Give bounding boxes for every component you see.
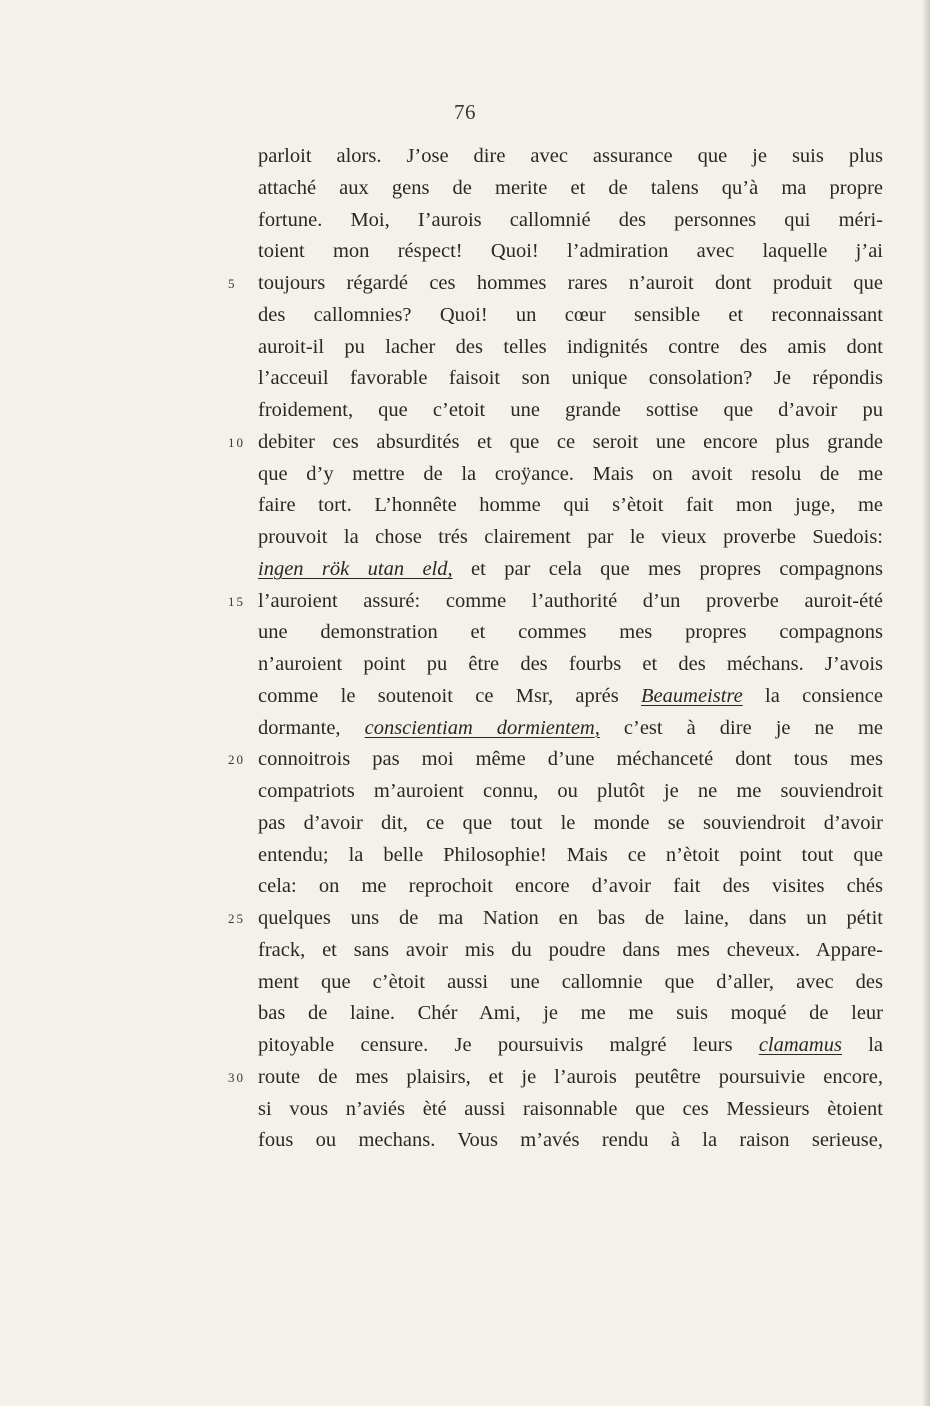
line-number: 25 [228, 911, 245, 926]
text-line [258, 1094, 883, 1126]
line-text: cela: on me reprochoit encore d’avoir fait des visites chés [258, 875, 883, 898]
italic-phrase: Beaumeistre [641, 684, 743, 707]
line-text: c’est à dire je ne me [599, 716, 883, 739]
text-line [228, 1062, 883, 1094]
line-text: faire tort. L’honnête homme qui s’ètoit fait mon juge, me [258, 494, 883, 517]
italic-phrase: ingen rök utan eld, [258, 557, 453, 580]
text-line [228, 744, 883, 776]
line-text: froidement, que c’etoit une grande sottise que d’avoir pu [258, 399, 883, 421]
line-text: et par cela que mes propres compagnons [452, 557, 883, 580]
line-number: 15 [228, 593, 245, 609]
line-text: n’auroient point pu être des fourbs et des méchans. J’avois [258, 653, 883, 675]
line-number: 30 [228, 1069, 245, 1085]
text-line [228, 586, 883, 618]
text-line [258, 363, 883, 395]
line-text: fortune. Moi, I’aurois callomnié des personnes qui méri- [258, 208, 883, 231]
line-text: entendu; la belle Philosophie! Mais ce n’ètoit point tout que [258, 843, 883, 866]
text-line [258, 141, 883, 173]
line-text: toient mon réspect! Quoi! l’admiration avec laquelle j’ai [258, 240, 883, 263]
text-line [258, 1030, 883, 1062]
line-text: parloit alors. J’ose dire avec assurance que je suis plus [258, 145, 883, 167]
text-line [258, 459, 883, 491]
line-text: une demonstration et commes mes propres compagnons [258, 621, 883, 644]
line-text: que d’y mettre de la croÿance. Mais on avoit resolu de me [258, 462, 883, 485]
line-text: prouvoit la chose trés clairement par le vieux proverbe Suedois: [258, 526, 883, 548]
line-number: 20 [228, 752, 245, 768]
text-line [258, 871, 883, 903]
text-line [258, 713, 883, 745]
line-text: la consience [742, 684, 883, 707]
text-line [228, 268, 883, 300]
line-text: la [841, 1034, 884, 1056]
text-line [258, 617, 883, 649]
line-text: comme le soutenoit ce Msr, aprés [258, 684, 642, 707]
line-text: dormante, [258, 716, 365, 739]
text-line [258, 300, 883, 332]
line-number: 5 [228, 276, 237, 291]
text-line [258, 554, 883, 586]
text-line [258, 998, 883, 1030]
page-number: 76 [454, 100, 476, 124]
line-text: fous ou mechans. Vous m’avés rendu à la raison serieuse, [258, 1129, 883, 1152]
text-line [228, 427, 883, 459]
line-text: l’auroient assuré: comme l’authorité d’un proverbe auroit-été [258, 589, 883, 612]
text-line [258, 649, 883, 681]
line-text: debiter ces absurdités et que ce seroit une encore plus grande [258, 430, 883, 453]
line-text: l’acceuil favorable faisoit son unique consolation? Je répondis [258, 367, 883, 390]
line-text: connoitrois pas moi même d’une méchanceté dont tous mes [258, 748, 883, 771]
line-text: bas de laine. Chér Ami, je me me suis moqué de leur [258, 1002, 883, 1025]
line-text: route de mes plaisirs, et je l’aurois peutêtre poursuivie encore, [258, 1065, 883, 1088]
text-line [258, 1125, 883, 1157]
text-line [258, 776, 883, 808]
italic-phrase: clamamus [758, 1034, 842, 1056]
text-line [258, 490, 883, 522]
line-text: si vous n’aviés èté aussi raisonnable que ces Messieurs ètoient [258, 1097, 883, 1120]
line-text: frack, et sans avoir mis du poudre dans mes cheveux. Appare- [258, 938, 883, 961]
text-line [258, 332, 883, 364]
text-line [258, 395, 883, 427]
text-line [258, 173, 883, 205]
text-line [258, 840, 883, 872]
text-line [258, 205, 883, 237]
italic-phrase: conscientiam dormientem, [364, 716, 600, 739]
line-text: auroit-il pu lacher des telles indignités contre des amis dont [258, 335, 883, 358]
text-line [258, 808, 883, 840]
text-line [258, 967, 883, 999]
page-edge-shadow [922, 0, 930, 1406]
line-text: toujours régardé ces hommes rares n’auroit dont produit que [258, 272, 883, 294]
text-line [258, 681, 883, 713]
line-text: attaché aux gens de merite et de talens qu’à ma propre [258, 176, 883, 199]
line-text: quelques uns de ma Nation en bas de laine, dans un pétit [258, 907, 883, 929]
text-line [258, 236, 883, 268]
text-line [258, 935, 883, 967]
line-text: compatriots m’auroient connu, ou plutôt je ne me souviendroit [258, 780, 883, 802]
line-text: pas d’avoir dit, ce que tout le monde se souviendroit d’avoir [258, 811, 883, 834]
body-text [228, 141, 884, 1157]
line-text: ment que c’ètoit aussi une callomnie que d’aller, avec des [258, 970, 883, 993]
text-line [258, 522, 883, 554]
text-line [228, 903, 883, 935]
line-text: des callomnies? Quoi! un cœur sensible et reconnaissant [258, 303, 883, 326]
line-text: pitoyable censure. Je poursuivis malgré leurs [258, 1034, 759, 1056]
line-number: 10 [228, 434, 245, 450]
